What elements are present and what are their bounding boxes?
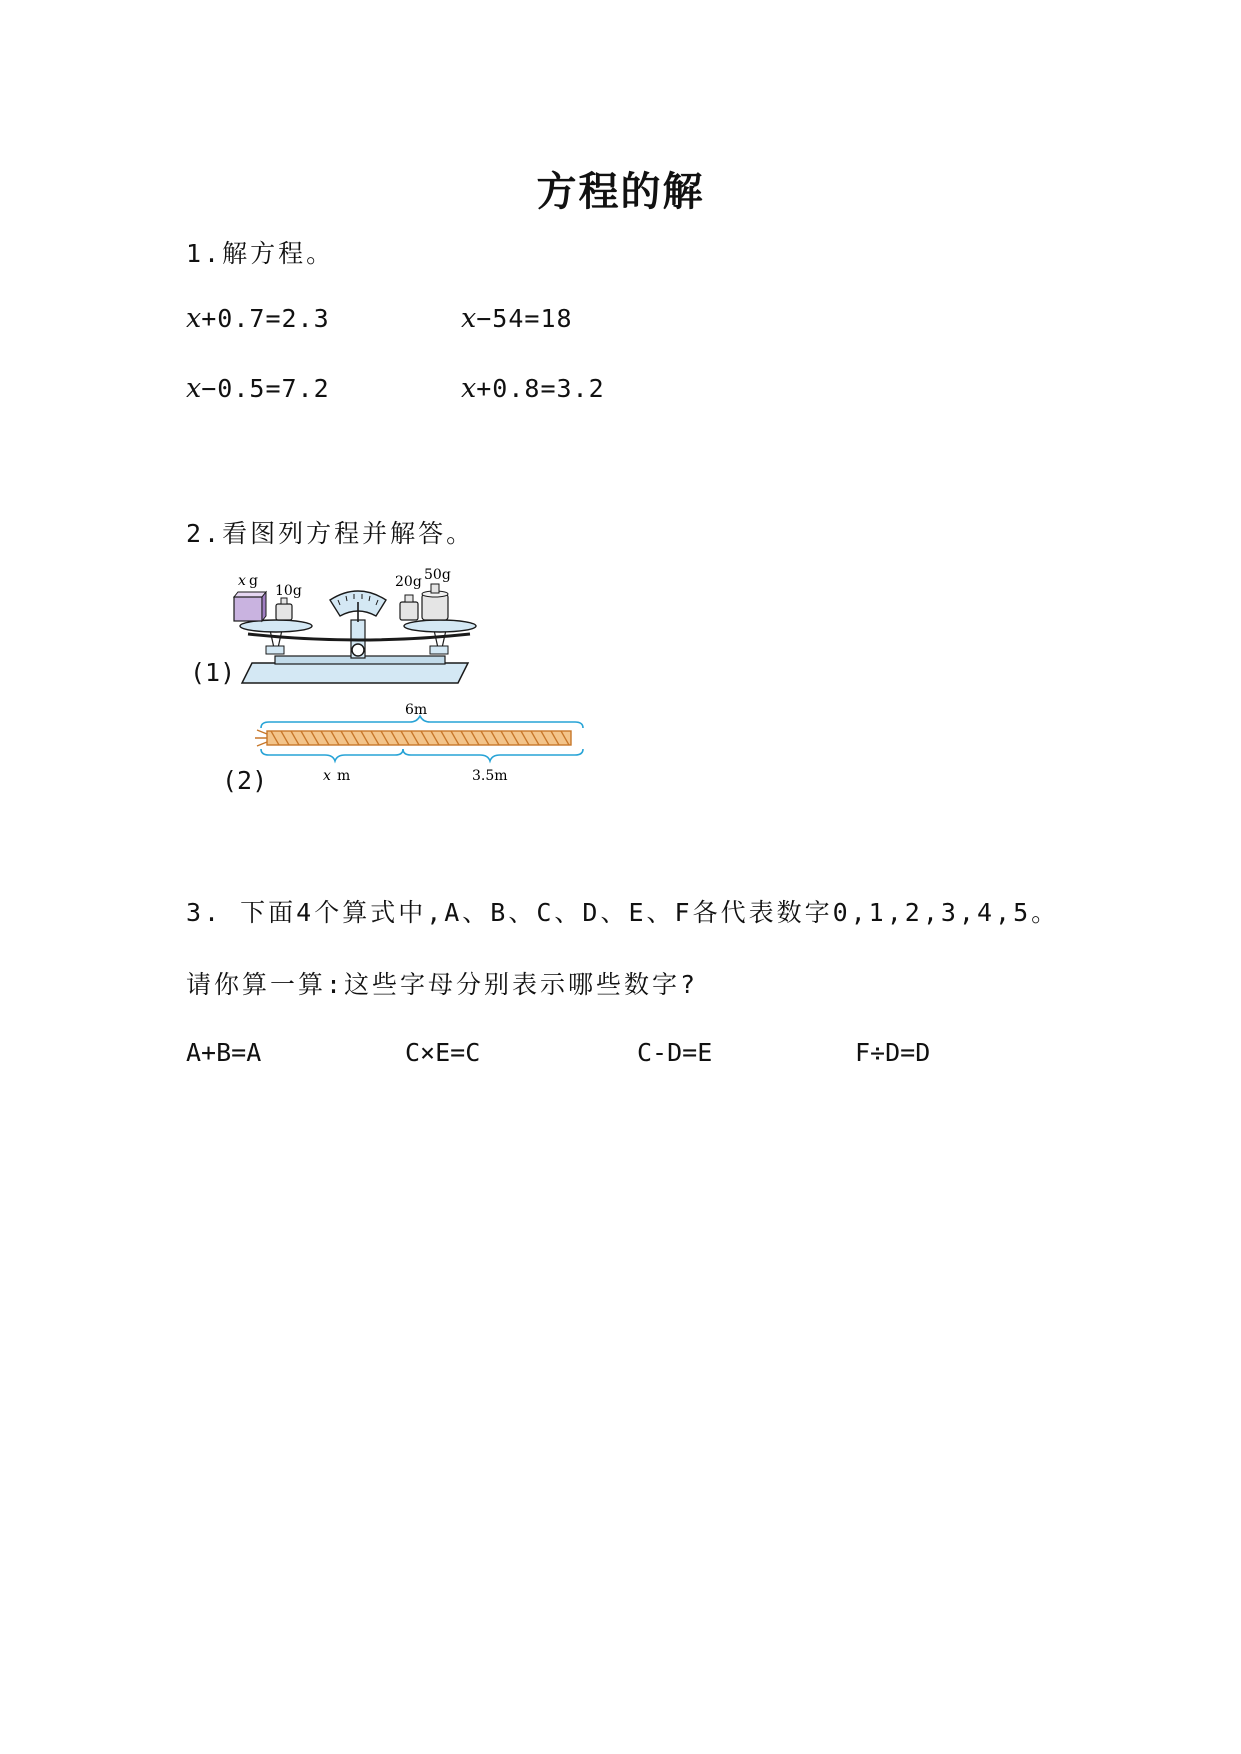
weight-50g-knob xyxy=(431,584,439,593)
left-pan xyxy=(240,620,312,632)
left-pan-stem xyxy=(270,630,282,648)
rope-frayed-end xyxy=(255,730,267,746)
weight-50g-label: 50g xyxy=(424,567,451,583)
rope-total-label: 6m xyxy=(405,702,428,718)
brace-part-known xyxy=(403,749,583,761)
question-1-prompt: 1.解方程。 xyxy=(186,239,335,268)
brace-part-x xyxy=(261,749,403,761)
letter-equation-4: F÷D=D xyxy=(855,1038,931,1067)
equation-variable: x xyxy=(186,373,202,404)
part-known-label: 3.5m xyxy=(472,768,508,784)
equation-body: −54=18 xyxy=(476,304,573,333)
unknown-box xyxy=(234,597,262,621)
page-title: 方程的解 xyxy=(536,169,705,215)
letter-equation-3: C-D=E xyxy=(637,1038,713,1067)
weight-10g xyxy=(276,604,292,620)
balance-scale-figure xyxy=(230,562,490,687)
equation-1 xyxy=(186,303,330,334)
equation-3 xyxy=(186,373,330,404)
weight-20g xyxy=(400,602,418,620)
question-2-prompt: 2.看图列方程并解答。 xyxy=(186,519,475,548)
unknown-box-var: x xyxy=(238,573,246,589)
part-x-unit: m xyxy=(337,768,351,784)
letter-equation-1: A+B=A xyxy=(186,1038,262,1067)
unknown-box-unit: g xyxy=(249,573,258,589)
right-pan-foot xyxy=(430,646,448,654)
weight-20g-knob xyxy=(405,595,413,602)
letter-equation-2: C×E=C xyxy=(405,1038,481,1067)
equation-variable: x xyxy=(461,373,477,404)
scale-pivot xyxy=(352,644,364,656)
rope-figure xyxy=(255,694,595,794)
figure-1-label: (1) xyxy=(190,658,236,687)
unknown-box-top xyxy=(234,592,266,597)
figure-2-label: (2) xyxy=(222,766,268,795)
top-brace xyxy=(261,716,583,728)
equation-body: −0.5=7.2 xyxy=(201,374,330,403)
unknown-box-side xyxy=(262,592,266,621)
weight-50g xyxy=(422,594,448,620)
equation-4 xyxy=(461,373,605,404)
part-x-var: x xyxy=(323,768,331,784)
equation-variable: x xyxy=(186,303,202,334)
right-pan xyxy=(404,620,476,632)
equation-2 xyxy=(461,303,573,334)
question-3-line-1: 3. 下面4个算式中,A、B、C、D、E、F各代表数字0,1,2,3,4,5。 xyxy=(186,898,1060,927)
left-pan-foot xyxy=(266,646,284,654)
equation-body: +0.7=2.3 xyxy=(201,304,330,333)
question-3-line-2: 请你算一算:这些字母分别表示哪些数字? xyxy=(186,970,699,999)
weight-20g-label: 20g xyxy=(395,574,422,590)
weight-10g-label: 10g xyxy=(275,583,302,599)
equation-variable: x xyxy=(461,303,477,334)
scale-base xyxy=(242,663,468,683)
equation-body: +0.8=3.2 xyxy=(476,374,605,403)
right-pan-stem xyxy=(434,630,446,648)
